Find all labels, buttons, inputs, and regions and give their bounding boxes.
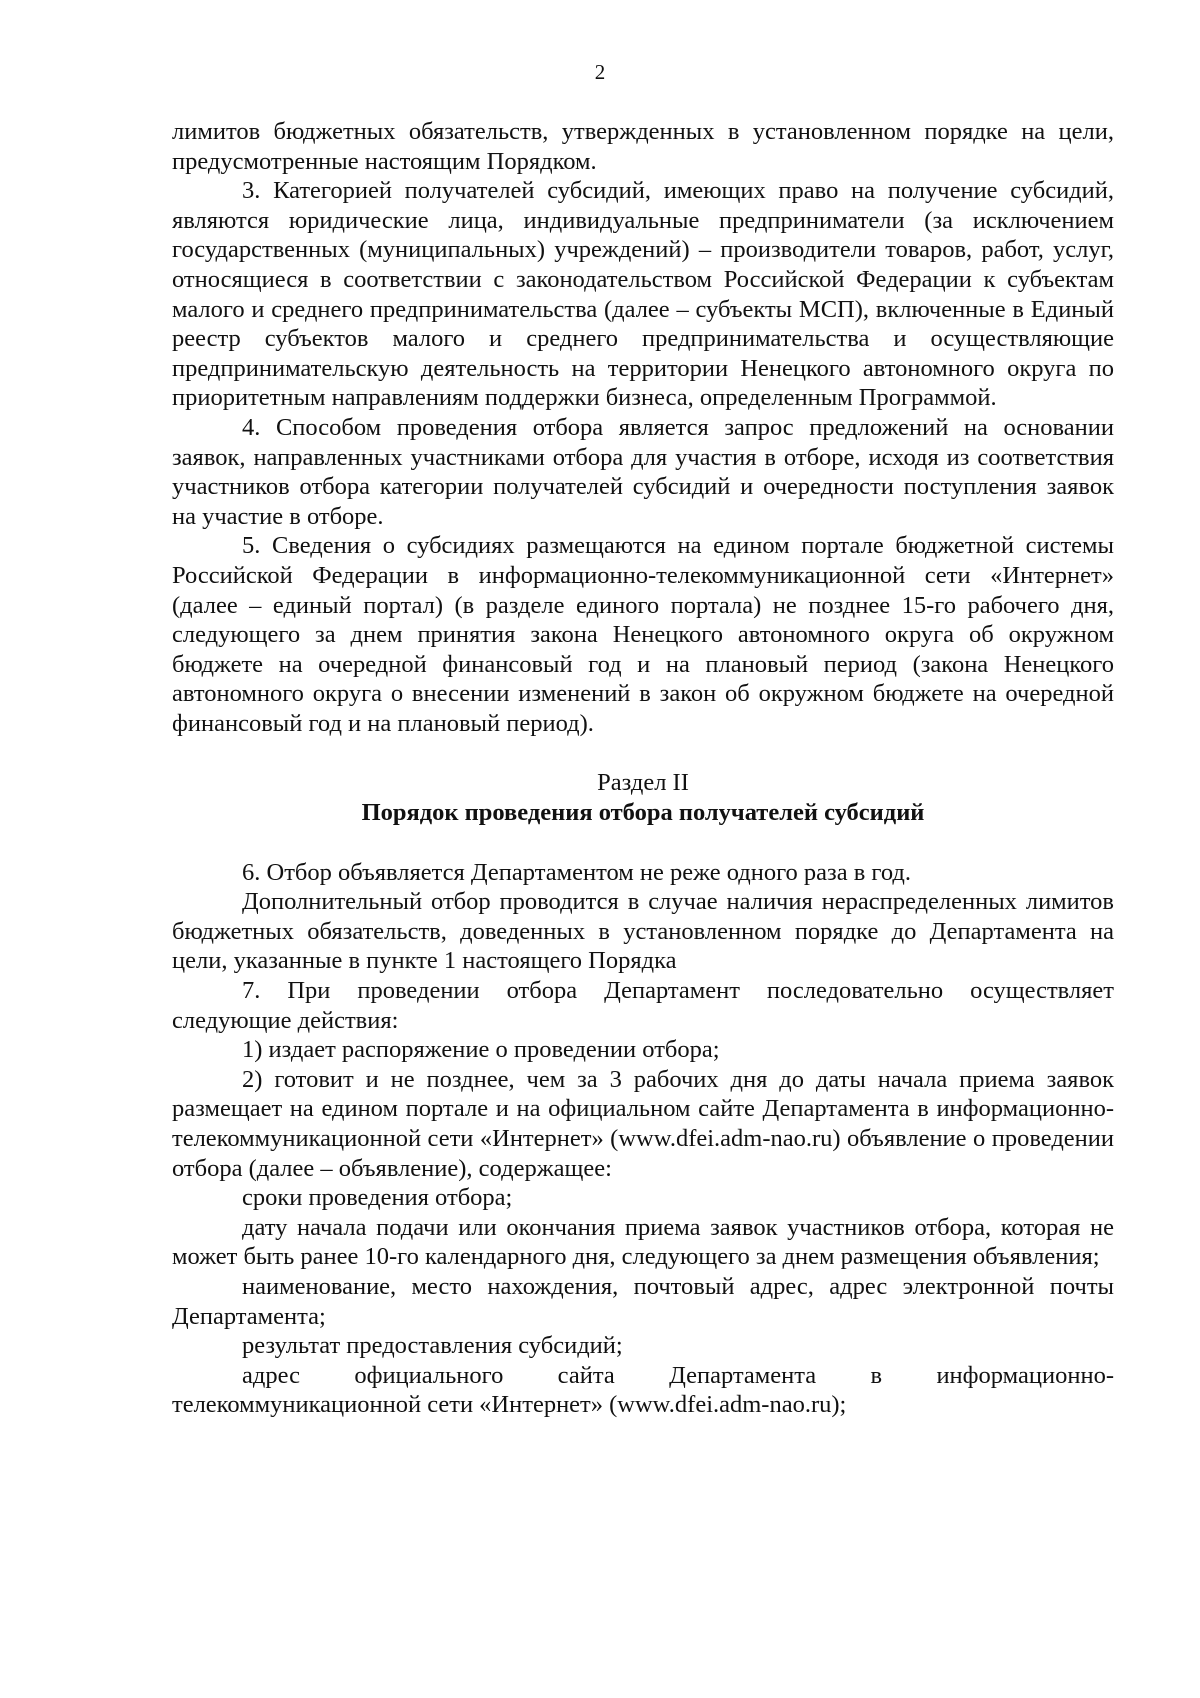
section-title: Порядок проведения отбора получателей субсидий bbox=[361, 799, 925, 827]
paragraph: 4. Способом проведения отбора является запрос предложений на основании заявок, направленных участниками отбора для участия в отборе, исходя из соответствия участников отбора категории получателей субсидий и очередности поступления заявок на участие в отборе. bbox=[172, 413, 1114, 530]
paragraph: 3. Категорией получателей субсидий, имеющих право на получение субсидий, являются юридические лица, индивидуальные предприниматели (за исключением государственных (муниципальных) учреждений) – производители товаров, работ, услуг, относящиеся в соответствии с законодательством Российской Федерации к субъектам малого и среднего предпринимательства (далее – субъекты МСП), включенные в Единый реестр субъектов малого и среднего предпринимательства и осуществляющие предпринимательскую деятельность на территории Ненецкого автономного округа по приоритетным направлениям поддержки бизнеса, определенным Программой. bbox=[172, 177, 1114, 412]
paragraph: 5. Сведения о субсидиях размещаются на едином портале бюджетной системы Российской Федерации в информационно-телекоммуникационной сети «Интернет» (далее – единый портал) (в разделе единого портала) не позднее 15-го рабочего дня, следующего за днем принятия закона Ненецкого автономного округа об окружном бюджете на очередной финансовый год и на плановый период (закона Ненецкого автономного округа о внесении изменений в закон об окружном бюджете на очередной финансовый год и на плановый период). bbox=[172, 532, 1114, 737]
document-body bbox=[172, 117, 1114, 1420]
paragraph: дату начала подачи или окончания приема заявок участников отбора, которая не может быть ранее 10-го календарного дня, следующего за днем размещения объявления; bbox=[172, 1213, 1114, 1271]
paragraph: адрес официального сайта Департамента в информационно-телекоммуникационной сети «Интернет» (www.dfei.adm-nao.ru); bbox=[172, 1361, 1114, 1419]
paragraph: 7. При проведении отбора Департамент последовательно осуществляет следующие действия: bbox=[172, 977, 1114, 1034]
paragraph: Дополнительный отбор проводится в случае наличия нераспределенных лимитов бюджетных обязательств, доведенных в установленном порядке до Департамента на цели, указанные в пункте 1 настоящего Порядка bbox=[172, 888, 1114, 975]
paragraph: результат предоставления субсидий; bbox=[242, 1332, 623, 1360]
paragraph: 2) готовит и не позднее, чем за 3 рабочих дня до даты начала приема заявок размещает на едином портале и на официальном сайте Департамента в информационно-телекоммуникационной сети «Интернет» (www.dfei.adm-nao.ru) объявление о проведении отбора (далее – объявление), содержащее: bbox=[172, 1065, 1114, 1182]
page-number: 2 bbox=[594, 60, 606, 84]
paragraph: лимитов бюджетных обязательств, утвержденных в установленном порядке на цели, предусмотренные настоящим Порядком. bbox=[172, 118, 1114, 175]
paragraph: наименование, место нахождения, почтовый адрес, адрес электронной почты Департамента; bbox=[172, 1272, 1114, 1330]
paragraph: 1) издает распоряжение о проведении отбора; bbox=[242, 1036, 720, 1064]
paragraph: сроки проведения отбора; bbox=[242, 1184, 513, 1212]
section-number: Раздел II bbox=[597, 769, 689, 797]
section-spacer bbox=[172, 828, 1114, 858]
paragraph: 6. Отбор объявляется Департаментом не реже одного раза в год. bbox=[242, 858, 911, 886]
